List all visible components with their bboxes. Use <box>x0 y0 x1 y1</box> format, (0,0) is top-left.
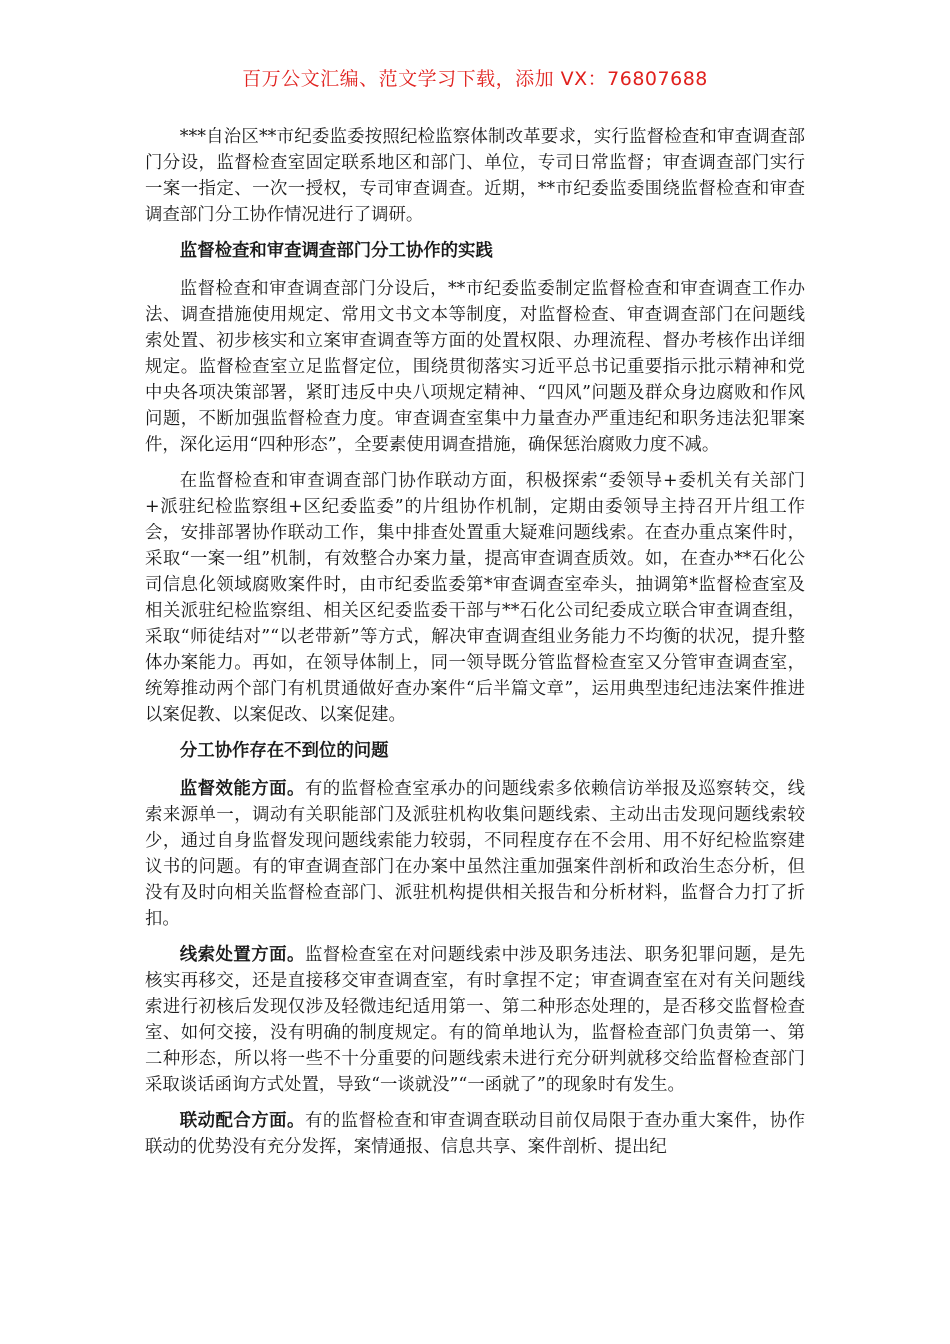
lead-supervision: 监督效能方面。 <box>179 779 305 799</box>
lead-clues: 线索处置方面。 <box>179 945 305 965</box>
problem-paragraph-supervision <box>145 776 805 932</box>
practice-paragraph-2: 在监督检查和审查调查部门协作联动方面，积极探索“委领导+委机关有关部门+派驻纪检监察组+区纪委监委”的片组协作机制，定期由委领导主持召开片组工作会，安排部署协作联动工作，集中排查处置重大疑难问题线索。在查办重点案件时，采取“一案一组”机制，有效整合办案力量，提高审查调查质效。如，在查办**石化公司信息化领域腐败案件时，由市纪委监委第*审查调查室牵头，抽调第*监督检查室及相关派驻纪检监察组、相关区纪委监委干部与**石化公司纪委成立联合审查调查组，采取“师徒结对”“以老带新”等方式，解决审查调查组业务能力不均衡的状况，提升整体办案能力。再如，在领导体制上，同一领导既分管监督检查室又分管审查调查室，统筹推动两个部门有机贯通做好查办案件“后半篇文章”，运用典型违纪违法案件推进以案促教、以案促改、以案促建。 <box>145 471 805 725</box>
lead-coordination: 联动配合方面。 <box>179 1111 305 1131</box>
section-heading-problems: 分工协作存在不到位的问题 <box>179 741 389 761</box>
body-coordination: 有的监督检查和审查调查联动目前仅局限于查办重大案件，协作联动的优势没有充分发挥，案情通报、信息共享、案件剖析、提出纪 <box>145 1111 805 1157</box>
problem-paragraph-coordination <box>145 1108 805 1160</box>
section-heading-practice: 监督检查和审查调查部门分工协作的实践 <box>179 241 493 261</box>
article-body <box>145 124 805 1170</box>
body-clues: 监督检查室在对问题线索中涉及职务违法、职务犯罪问题，是先核实再移交，还是直接移交审查调查室，有时拿捏不定；审查调查室在对有关问题线索进行初核后发现仅涉及轻微违纪适用第一、第二种形态处理的，是否移交监督检查室、如何交接，没有明确的制度规定。有的简单地认为，监督检查部门负责第一、第二种形态，所以将一些不十分重要的问题线索未进行充分研判就移交给监督检查部门采取谈话函询方式处置，导致“一谈就没”“一函就了”的现象时有发生。 <box>145 945 805 1095</box>
intro-paragraph: ***自治区**市纪委监委按照纪检监察体制改革要求，实行监督检查和审查调查部门分设，监督检查室固定联系地区和部门、单位，专司日常监督；审查调查部门实行一案一指定、一次一授权，专司审查调查。近期，**市纪委监委围绕监督检查和审查调查部门分工协作情况进行了调研。 <box>145 127 805 225</box>
practice-paragraph-1: 监督检查和审查调查部门分设后，**市纪委监委制定监督检查和审查调查工作办法、调查措施使用规定、常用文书文本等制度，对监督检查、审查调查部门在问题线索处置、初步核实和立案审查调查等方面的处置权限、办理流程、督办考核作出详细规定。监督检查室立足监督定位，围绕贯彻落实习近平总书记重要指示批示精神和党中央各项决策部署，紧盯违反中央八项规定精神、“四风”问题及群众身边腐败和作风问题，不断加强监督检查力度。审查调查室集中力量查办严重违纪和职务违法犯罪案件，深化运用“四种形态”，全要素使用调查措施，确保惩治腐败力度不减。 <box>145 279 805 455</box>
body-supervision: 有的监督检查室承办的问题线索多依赖信访举报及巡察转交，线索来源单一，调动有关职能部门及派驻机构收集问题线索、主动出击发现问题线索较少，通过自身监督发现问题线索能力较弱，不同程度存在不会用、用不好纪检监察建议书的问题。有的审查调查部门在办案中虽然注重加强案件剖析和政治生态分析，但没有及时向相关监督检查部门、派驻机构提供相关报告和分析材料，监督合力打了折扣。 <box>145 779 805 929</box>
header-banner: 百万公文汇编、范文学习下载，添加 VX：76807688 <box>242 68 708 90</box>
problem-paragraph-clues <box>145 942 805 1098</box>
